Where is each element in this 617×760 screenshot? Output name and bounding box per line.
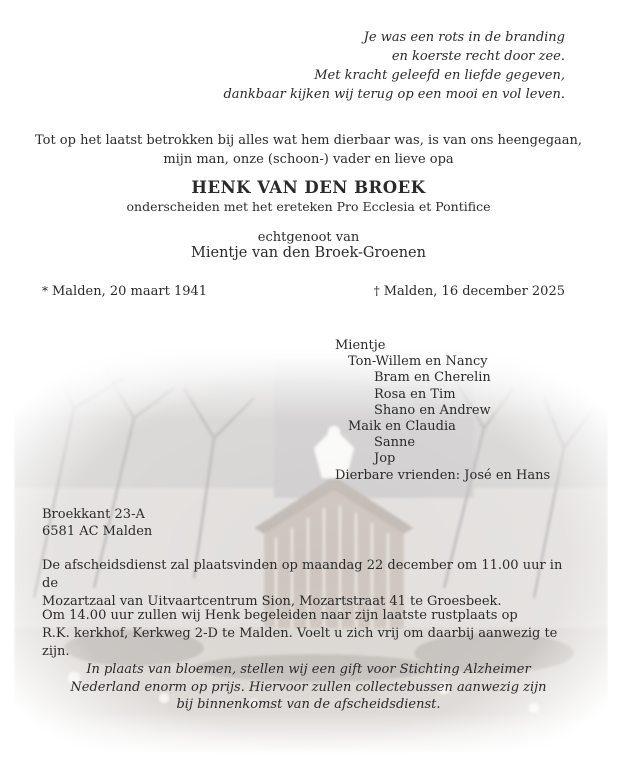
poem [223, 28, 565, 104]
closing-line: bij binnenkomst van de afscheidsdienst. [176, 697, 441, 712]
intro-text [0, 131, 617, 169]
death-text: Malden, 16 december 2025 [383, 284, 565, 299]
service-line: Mozartzaal van Uitvaartcentrum Sion, Mozartstraat 41 te Groesbeek. [42, 594, 502, 609]
honor-text: onderscheiden met het ereteken Pro Ecclesia et Pontifice [126, 199, 491, 214]
family-member: Sanne [374, 435, 416, 451]
poem-line: Je was een rots in de branding [363, 30, 565, 45]
intro-line: mijn man, onze (schoon-) vader en lieve opa [163, 152, 454, 167]
death-date [374, 284, 565, 299]
service-line: De afscheidsdienst zal plaatsvinden op maandag 22 december om 11.00 uur in de [42, 558, 563, 591]
address-line: 6581 AC Malden [42, 523, 153, 539]
birth-star-icon: * [42, 284, 48, 298]
closing-note [40, 661, 577, 714]
family-member: Mientje [335, 338, 386, 353]
family-member: Jop [374, 451, 396, 467]
closing-line: In plaats van bloemen, stellen wij een gift voor Stichting Alzheimer [86, 662, 531, 677]
burial-line: R.K. kerkhof, Kerkweg 2-D te Malden. Voelt u zich vrij om daarbij aanwezig te zijn. [42, 626, 558, 659]
family-list [335, 338, 550, 484]
correspondence-address [42, 507, 152, 540]
family-member: Rosa en Tim [374, 386, 456, 402]
poem-line: dankbaar kijken wij terug op een mooi en vol leven. [223, 87, 565, 102]
deceased-name: HENK VAN DEN BROEK [191, 178, 426, 197]
family-member: Ton-Willem en Nancy [348, 354, 488, 370]
closing-line: Nederland enorm op prijs. Hiervoor zullen collectebussen aanwezig zijn [70, 679, 547, 695]
burial-line: Om 14.00 uur zullen wij Henk begeleiden naar zijn laatste rustplaats op [42, 608, 518, 623]
spouse-label: echtgenoot van [257, 230, 360, 245]
birth-date [42, 284, 207, 299]
family-member: Shano en Andrew [374, 402, 491, 418]
cross-icon: † [373, 284, 380, 298]
poem-line: en koerste recht door zee. [391, 49, 565, 64]
family-member: Dierbare vrienden: José en Hans [335, 467, 551, 483]
birth-text: Malden, 20 maart 1941 [52, 284, 208, 299]
poem-line: Met kracht geleefd en liefde gegeven, [314, 68, 565, 83]
intro-line: Tot op het laatst betrokken bij alles wat hem dierbaar was, is van ons heengegaan, [34, 133, 583, 148]
family-member: Bram en Cherelin [374, 370, 491, 386]
address-line: Broekkant 23-A [42, 507, 145, 522]
burial-info [42, 607, 582, 661]
spouse-name: Mientje van den Broek-Groenen [191, 245, 426, 261]
service-info [42, 557, 582, 611]
family-member: Maik en Claudia [348, 419, 456, 435]
